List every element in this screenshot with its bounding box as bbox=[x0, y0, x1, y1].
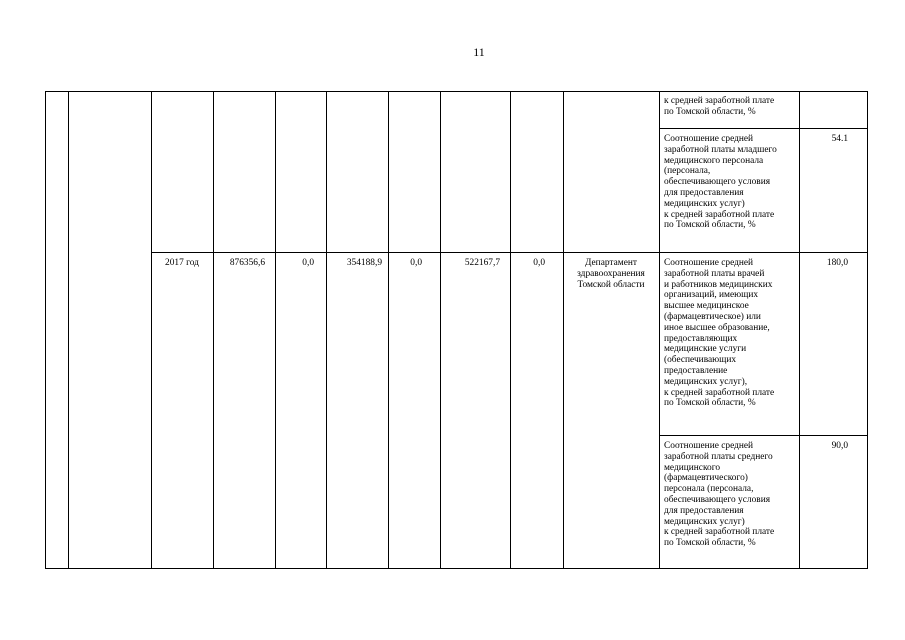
indicator-cell: Соотношение средней заработной платы врачей и работников медицинских организаций, имеющих высшее медицинское (фармацевтическое) или иное высшее образование, предоставляющих медицинские услуги (обеспечивающих предоставление медицинских услуг), к средней заработной плате по Томской области, % bbox=[664, 258, 775, 409]
column-divider bbox=[510, 91, 511, 569]
column-divider bbox=[440, 91, 441, 569]
column-divider bbox=[388, 91, 389, 569]
indicator-cell: Соотношение средней заработной платы младшего медицинского персонала (персонала, обеспечивающего условия для предоставления медицинских услуг) к средней заработной плате по Томской области, % bbox=[664, 134, 777, 231]
table-border-left bbox=[45, 91, 46, 569]
row-divider bbox=[659, 435, 868, 436]
column-divider bbox=[275, 91, 276, 569]
page-number: 11 bbox=[473, 45, 485, 59]
other-cell: 0,0 bbox=[533, 258, 545, 268]
executor-cell: Департамент здравоохранения Томской области bbox=[577, 258, 645, 290]
indicator-cell: к средней заработной плате по Томской области, % bbox=[664, 96, 775, 117]
column-divider bbox=[659, 91, 660, 569]
total-cell: 876356,6 bbox=[229, 258, 265, 268]
column-divider bbox=[326, 91, 327, 569]
row-divider bbox=[151, 252, 868, 253]
value-cell: 180,0 bbox=[826, 258, 848, 268]
table-border-top bbox=[45, 91, 868, 92]
value-cell: 90,0 bbox=[831, 441, 848, 451]
column-divider bbox=[213, 91, 214, 569]
column-divider bbox=[151, 91, 152, 569]
value-cell: 54.1 bbox=[831, 134, 848, 144]
row-divider bbox=[659, 128, 868, 129]
year-cell: 2017 год bbox=[165, 258, 199, 268]
extra-cell: 522167,7 bbox=[464, 258, 500, 268]
local-cell: 0,0 bbox=[410, 258, 422, 268]
indicator-cell: Соотношение средней заработной платы среднего медицинского (фармацевтического) персонала (персонала, обеспечивающего условия для предоставления медицинских услуг) к средней заработной плате по Томской области, % bbox=[664, 441, 775, 549]
column-divider bbox=[799, 91, 800, 569]
federal-cell: 0,0 bbox=[302, 258, 314, 268]
table-border-right bbox=[867, 91, 868, 569]
regional-cell: 354188,9 bbox=[346, 258, 382, 268]
table-border-bottom bbox=[45, 568, 868, 569]
column-divider bbox=[68, 91, 69, 569]
column-divider bbox=[563, 91, 564, 569]
